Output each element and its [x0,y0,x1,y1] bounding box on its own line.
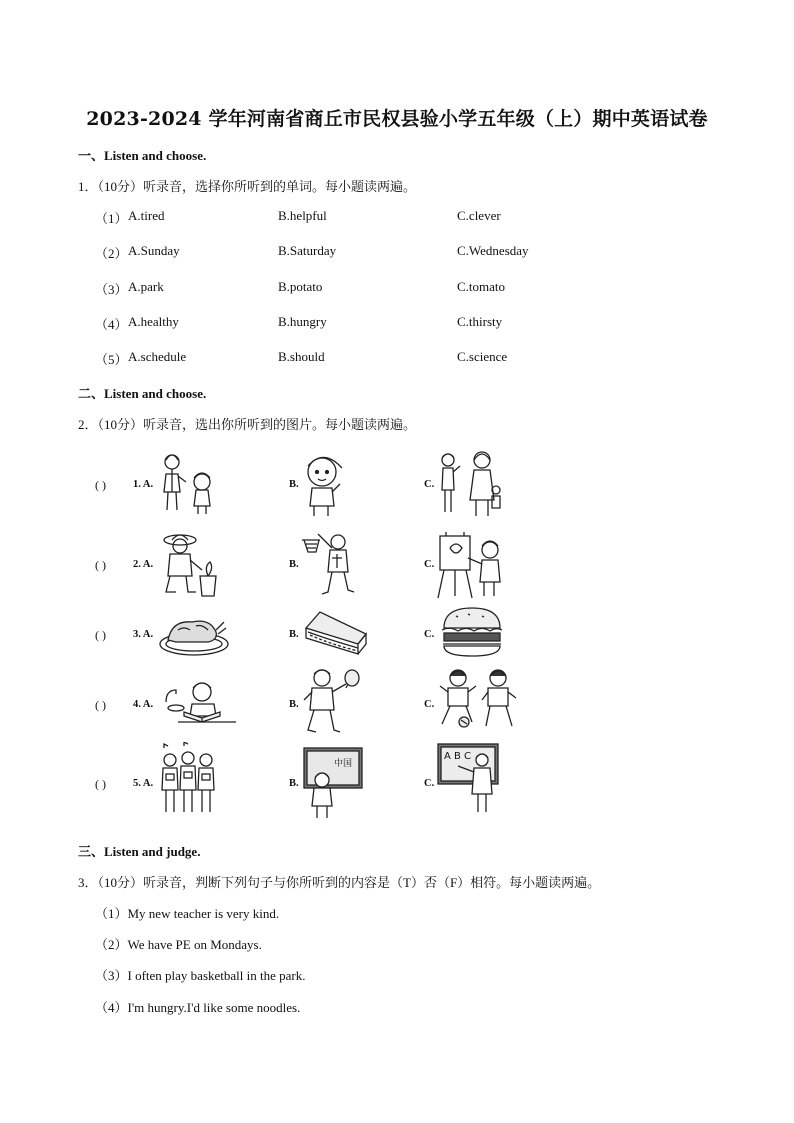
option-c: C.tomato [457,279,506,294]
judge-sentence-2: （2）We have PE on Mondays. [95,937,262,952]
section1-heading: 一、Listen and choose. [78,148,207,163]
farmer-planting-picture [158,530,220,600]
option-b: B.potato [278,279,323,294]
label-c: C. [424,699,435,710]
section2-heading: 二、Listen and choose. [78,386,207,401]
answer-blank: ( ) [95,698,106,712]
label-c: C. [424,778,435,789]
option-a: A.tired [128,208,165,223]
section2-question: 2．（10分）听录音，选出你所听到的图片。每小题读两遍。 [78,417,417,432]
label-a: 4. A. [133,699,154,710]
label-b: B. [289,778,299,789]
item-number: （4） [95,317,128,332]
option-b: B.helpful [278,208,327,223]
option-c: C.science [457,349,508,364]
children-singing-picture [158,742,218,818]
sandwich-picture [300,608,370,658]
option-c: C.Wednesday [457,243,529,258]
roast-chicken-picture [158,612,230,658]
label-c: C. [424,629,435,640]
judge-sentence-3: （3）I often play basketball in the park. [95,968,306,983]
label-a: 3. A. [133,629,154,640]
section3-question: 3．（10分）听录音，判断下列句子与你所听到的内容是（T）否（F）相符。每小题读两遍。 [78,875,601,890]
option-b: B.Saturday [278,243,337,258]
judge-sentence-4: （4）I'm hungry.I'd like some noodles. [95,1000,301,1015]
label-a: 2. A. [133,559,154,570]
option-c: C.clever [457,208,501,223]
table-tennis-player-picture [300,666,362,736]
label-b: B. [289,699,299,710]
option-b: B.should [278,349,325,364]
answer-blank: ( ) [95,478,106,492]
label-a: 1. A. [133,479,154,490]
section1-question: 1．（10分）听录音，选择你所听到的单词。每小题读两遍。 [78,179,417,194]
option-a: A.healthy [128,314,179,329]
option-a: A.park [128,279,164,294]
judge-sentence-1: （1）My new teacher is very kind. [95,906,280,921]
girl-and-child-picture [158,450,218,518]
page-title: 2023-2024 学年河南省商丘市民权县验小学五年级（上）期中英语试卷 [86,108,708,130]
boys-playing-football-picture [436,666,522,730]
board-text: 中国 [334,759,353,769]
hamburger-picture [440,606,504,658]
option-a: A.Sunday [128,243,180,258]
section3-heading: 三、Listen and judge. [78,844,201,859]
teacher-abc-picture [436,742,502,816]
label-b: B. [289,629,299,640]
boy-reading-picture [158,676,238,724]
answer-blank: ( ) [95,628,106,642]
label-b: B. [289,479,299,490]
option-a: A.schedule [128,349,187,364]
item-number: （3） [95,282,128,297]
abc-text: A B C [444,751,472,762]
answer-blank: ( ) [95,558,106,572]
label-c: C. [424,559,435,570]
boy-with-cap-picture [300,450,350,520]
label-b: B. [289,559,299,570]
item-number: （2） [95,246,128,261]
family-picture [436,448,506,520]
item-number: （1） [95,211,128,226]
chinese-class-picture [300,746,366,820]
label-a: 5. A. [133,778,154,789]
label-c: C. [424,479,435,490]
option-c: C.thirsty [457,314,503,329]
option-b: B.hungry [278,314,327,329]
answer-blank: ( ) [95,777,106,791]
painter-easel-picture [436,528,506,600]
item-number: （5） [95,352,128,367]
basketball-player-picture [300,528,356,600]
